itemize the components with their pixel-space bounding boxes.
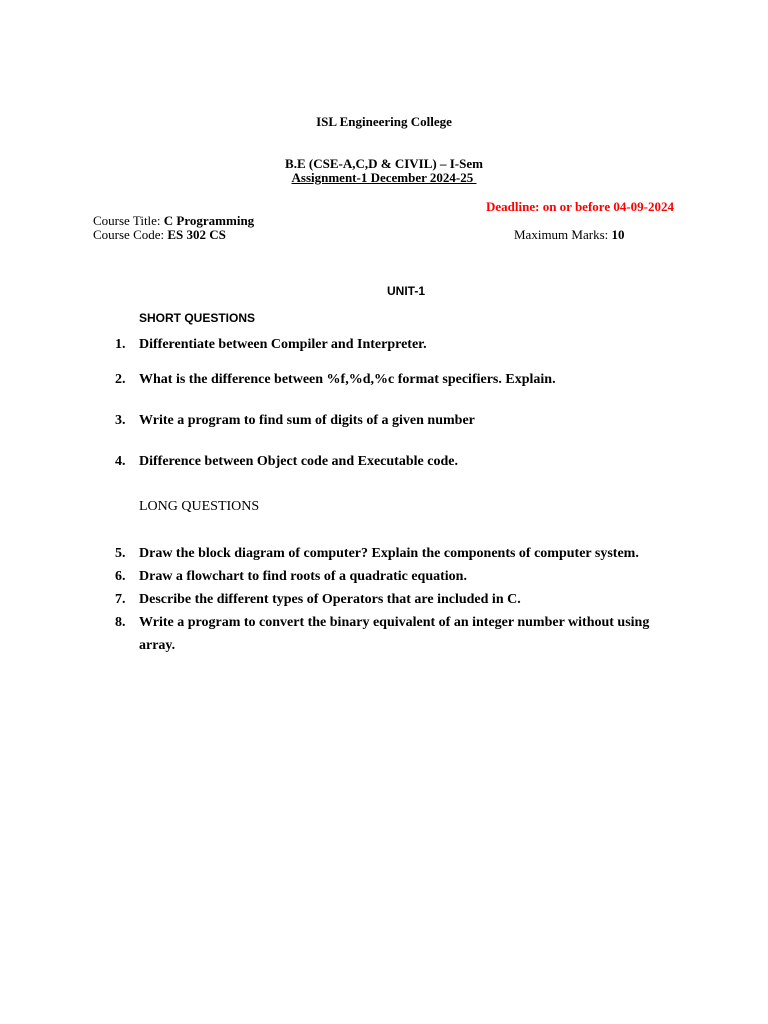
question-number: 2. bbox=[115, 372, 126, 387]
assignment-title bbox=[0, 170, 768, 186]
course-code bbox=[93, 227, 226, 243]
course-title-value: C Programming bbox=[163, 213, 255, 228]
question-number: 8. bbox=[115, 615, 126, 630]
deadline: Deadline: on or before 04-09-2024 bbox=[486, 199, 674, 214]
unit-title: UNIT-1 bbox=[387, 284, 426, 298]
question-text: Describe the different types of Operators that are included in C. bbox=[139, 592, 521, 607]
assignment-title-text: Assignment-1 December 2024-25 bbox=[291, 170, 477, 185]
max-marks bbox=[514, 227, 625, 243]
question-number: 1. bbox=[115, 337, 126, 352]
course-title-label: Course Title: bbox=[93, 213, 164, 228]
course-code-value: ES 302 CS bbox=[167, 227, 226, 242]
long-questions-heading: LONG QUESTIONS bbox=[139, 499, 260, 514]
course-code-label: Course Code: bbox=[93, 227, 168, 242]
question-text: Draw a flowchart to find roots of a quadratic equation. bbox=[139, 569, 467, 584]
max-marks-value: 10 bbox=[611, 227, 625, 242]
question-text: Difference between Object code and Executable code. bbox=[139, 454, 458, 469]
question-text: Differentiate between Compiler and Interpreter. bbox=[139, 337, 427, 352]
question-number: 6. bbox=[115, 569, 126, 584]
question-text-continuation: array. bbox=[139, 638, 176, 653]
question-number: 7. bbox=[115, 592, 126, 607]
question-number: 5. bbox=[115, 546, 126, 561]
college-name: ISL Engineering College bbox=[316, 114, 452, 129]
program-title: B.E (CSE-A,C,D & CIVIL) – I-Sem bbox=[285, 156, 483, 171]
question-number: 3. bbox=[115, 413, 126, 428]
question-number: 4. bbox=[115, 454, 126, 469]
question-text: Write a program to convert the binary equivalent of an integer number without using bbox=[139, 615, 650, 630]
question-text: Write a program to find sum of digits of a given number bbox=[139, 413, 475, 428]
max-marks-label: Maximum Marks: bbox=[514, 227, 612, 242]
short-questions-heading: SHORT QUESTIONS bbox=[139, 311, 256, 325]
question-text: Draw the block diagram of computer? Explain the components of computer system. bbox=[139, 546, 639, 561]
question-text: What is the difference between %f,%d,%c format specifiers. Explain. bbox=[139, 372, 556, 387]
